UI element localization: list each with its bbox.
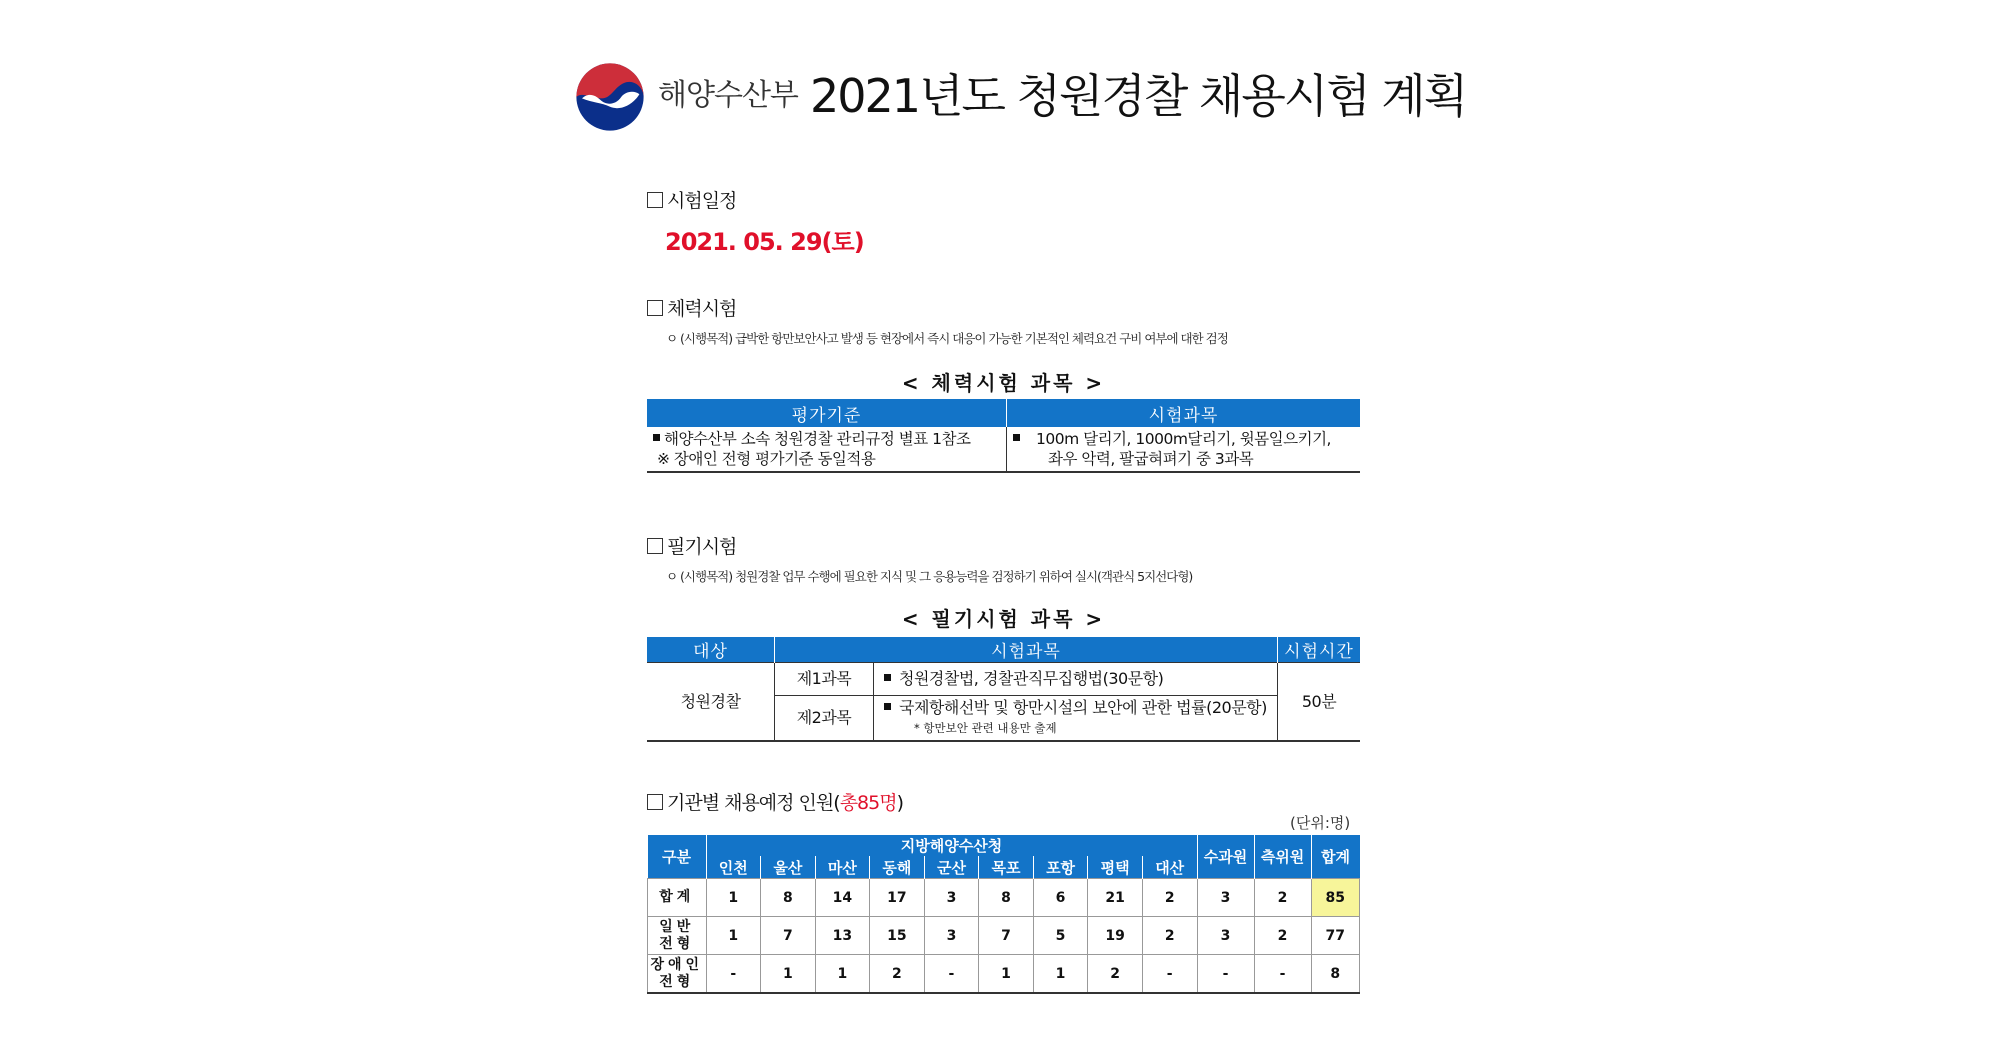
checkbox-square-icon <box>647 192 663 208</box>
target-cell: 청원경찰 <box>647 663 775 742</box>
table-row-disabled <box>648 955 1360 994</box>
written-heading-text: 필기시험 <box>667 536 737 558</box>
col-pyeongtaek: 평택 <box>1088 856 1143 879</box>
physical-heading <box>647 296 736 322</box>
cell: 19 <box>1088 917 1143 955</box>
col-incheon: 인천 <box>706 856 761 879</box>
col-masan: 마산 <box>815 856 870 879</box>
criteria-cell <box>647 427 1007 472</box>
quota-heading-text: 기관별 채용예정 인원( <box>667 792 840 814</box>
subject2-text: 국제항해선박 및 항만시설의 보안에 관한 법률(20문항) <box>899 698 1267 717</box>
time-cell: 50분 <box>1278 663 1361 742</box>
cell: 1 <box>761 955 816 994</box>
cell: 7 <box>979 917 1034 955</box>
cell: 8 <box>761 879 816 917</box>
table-row-general <box>648 917 1360 955</box>
table-header-row <box>648 835 1360 856</box>
physical-caption: < 체력시험 과목 > <box>901 371 1106 395</box>
cell: 77 <box>1311 917 1360 955</box>
cell: - <box>1142 955 1197 994</box>
written-heading <box>647 534 736 560</box>
quota-heading-suffix: ) <box>896 792 903 814</box>
physical-table <box>647 399 1360 473</box>
written-table <box>647 637 1360 742</box>
cell: - <box>1254 955 1311 994</box>
col-target: 대상 <box>647 637 775 663</box>
physical-purpose: ㅇ (시행목적) 급박한 항만보안사고 발생 등 현장에서 즉시 대응이 가능한 기본적인 체력요건 구비 여부에 대한 검정 <box>666 331 1228 346</box>
cell: 2 <box>870 955 925 994</box>
subject1-label: 제1과목 <box>775 663 874 696</box>
subject1-text: 청원경찰법, 경찰관직무집행법(30문항) <box>899 669 1164 688</box>
col-ulsan: 울산 <box>761 856 816 879</box>
col-time: 시험시간 <box>1284 642 1354 662</box>
quota-heading <box>647 790 903 816</box>
col-criteria: 평가기준 <box>647 399 1007 427</box>
cell: 8 <box>979 879 1034 917</box>
cell: 21 <box>1088 879 1143 917</box>
cell: 3 <box>924 917 979 955</box>
table-header-row <box>647 637 1360 663</box>
quota-table <box>647 835 1360 994</box>
page-title: 2021년도 청원경찰 채용시험 계획 <box>810 69 1467 123</box>
cell: 8 <box>1311 955 1360 994</box>
subjects-line-1 <box>1013 429 1354 449</box>
col-daesan: 대산 <box>1142 856 1197 879</box>
cell: 1 <box>1033 955 1088 994</box>
cell: 7 <box>761 917 816 955</box>
cell: 2 <box>1142 879 1197 917</box>
row-label: 일반 전형 <box>648 917 707 955</box>
bullet-square-icon <box>884 703 891 710</box>
checkbox-square-icon <box>647 538 663 554</box>
col-suh: 수과원 <box>1197 835 1254 879</box>
cell: 13 <box>815 917 870 955</box>
checkbox-square-icon <box>647 300 663 316</box>
cell: 2 <box>1142 917 1197 955</box>
cell: 3 <box>1197 879 1254 917</box>
subject2-cell <box>874 696 1278 742</box>
subject1-cell <box>874 663 1278 696</box>
table-row <box>647 663 1360 696</box>
table-row <box>647 427 1360 472</box>
physical-heading-text: 체력시험 <box>667 298 737 320</box>
cell: 5 <box>1033 917 1088 955</box>
regional-group: 지방해양수산청 <box>900 837 1003 855</box>
subject2-label: 제2과목 <box>775 696 874 742</box>
schedule-heading <box>647 188 736 214</box>
cell: 1 <box>815 955 870 994</box>
checkbox-square-icon <box>647 794 663 810</box>
cell: 3 <box>924 879 979 917</box>
government-logo-icon <box>575 62 645 132</box>
col-subjects: 시험과목 <box>775 637 1278 663</box>
cell: 2 <box>1088 955 1143 994</box>
criteria-text: 해양수산부 소속 청원경찰 관리규정 별표 1참조 <box>664 430 971 448</box>
written-caption: < 필기시험 과목 > <box>901 607 1106 631</box>
quota-total: 총85명 <box>839 792 897 814</box>
criteria-line-1 <box>653 429 1000 449</box>
col-pohang: 포항 <box>1033 856 1088 879</box>
cell: 2 <box>1254 879 1311 917</box>
cell: 14 <box>815 879 870 917</box>
bullet-square-icon <box>653 434 660 441</box>
col-total: 합계 <box>1311 835 1360 879</box>
cell: 17 <box>870 879 925 917</box>
col-cheuk: 측위원 <box>1254 835 1311 879</box>
row-label: 장애인 전형 <box>648 955 707 994</box>
cell: 3 <box>1197 917 1254 955</box>
cell: 1 <box>979 955 1034 994</box>
subject2-line <box>880 698 1271 718</box>
subject2-note: * 항만보안 관련 내용만 출제 <box>914 721 1057 735</box>
cell: - <box>924 955 979 994</box>
bullet-square-icon <box>884 674 891 681</box>
table-header-row <box>647 399 1360 427</box>
ministry-name: 해양수산부 <box>658 78 798 113</box>
col-donghae: 동해 <box>870 856 925 879</box>
cell: 2 <box>1254 917 1311 955</box>
col-subjects: 시험과목 <box>1148 405 1219 426</box>
written-purpose: ㅇ (시행목적) 청원경찰 업무 수행에 필요한 지식 및 그 응용능력을 검정하기 위하여 실시(객관식 5지선다형) <box>666 569 1193 584</box>
schedule-heading-text: 시험일정 <box>667 190 737 212</box>
cell: 1 <box>706 879 761 917</box>
col-group: 구분 <box>648 835 707 879</box>
cell: - <box>1197 955 1254 994</box>
row-label: 합계 <box>648 879 707 917</box>
col-gunsan: 군산 <box>924 856 979 879</box>
cell: 1 <box>706 917 761 955</box>
cell: - <box>706 955 761 994</box>
cell: 15 <box>870 917 925 955</box>
col-mokpo: 목포 <box>979 856 1034 879</box>
subjects-cell <box>1007 427 1361 472</box>
table-row-total <box>648 879 1360 917</box>
subjects-line-2: 좌우 악력, 팔굽혀펴기 중 3과목 <box>1048 450 1254 468</box>
bullet-square-icon <box>1013 434 1020 441</box>
grand-total-cell: 85 <box>1311 879 1360 917</box>
cell: 6 <box>1033 879 1088 917</box>
subjects-text: 100m 달리기, 1000m달리기, 윗몸일으키기, <box>1036 430 1331 448</box>
exam-date: 2021. 05. 29(토) <box>665 228 864 256</box>
criteria-line-2: ※ 장애인 전형 평가기준 동일적용 <box>657 450 876 468</box>
unit-label: (단위:명) <box>1290 814 1351 832</box>
